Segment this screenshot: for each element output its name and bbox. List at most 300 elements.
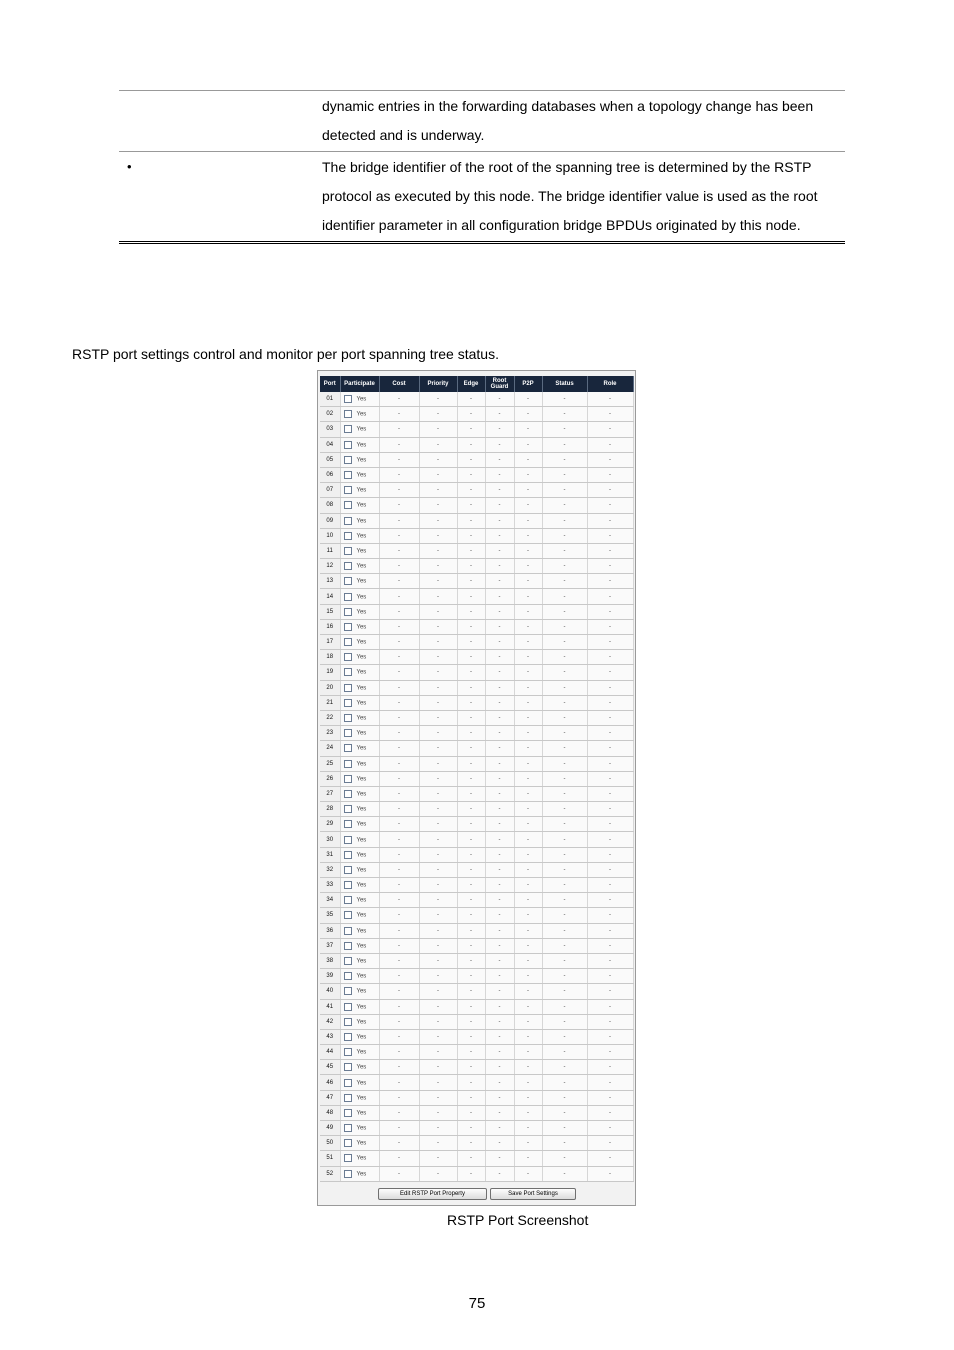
participate-checkbox[interactable]	[344, 577, 352, 585]
role-value: -	[587, 1060, 633, 1075]
root-guard-value: -	[485, 513, 514, 528]
participate-checkbox[interactable]	[344, 410, 352, 418]
port-number: 19	[320, 665, 340, 680]
root-guard-value: -	[485, 543, 514, 558]
bullet-icon: •	[127, 159, 132, 174]
header-cost: Cost	[379, 376, 419, 392]
role-value: -	[587, 437, 633, 452]
table-row	[320, 908, 633, 923]
status-value: -	[542, 483, 587, 498]
port-number: 45	[320, 1060, 340, 1075]
participate-label: Yes	[356, 1110, 367, 1117]
p2p-value: -	[514, 407, 542, 422]
participate-label: Yes	[356, 533, 367, 540]
status-value: -	[542, 452, 587, 467]
status-value: -	[542, 1136, 587, 1151]
participate-cell	[340, 923, 379, 938]
port-number: 03	[320, 422, 340, 437]
participate-checkbox[interactable]	[344, 927, 352, 935]
p2p-value: -	[514, 923, 542, 938]
priority-value: -	[419, 559, 457, 574]
participate-checkbox[interactable]	[344, 760, 352, 768]
cost-value: -	[379, 847, 419, 862]
participate-checkbox[interactable]	[344, 1170, 352, 1178]
p2p-value: -	[514, 574, 542, 589]
priority-value: -	[419, 999, 457, 1014]
participate-checkbox[interactable]	[344, 471, 352, 479]
priority-value: -	[419, 1014, 457, 1029]
participate-checkbox[interactable]	[344, 593, 352, 601]
port-number: 17	[320, 635, 340, 650]
edge-value: -	[457, 559, 485, 574]
priority-value: -	[419, 589, 457, 604]
table-row	[320, 1090, 633, 1105]
edge-value: -	[457, 1060, 485, 1075]
port-number: 07	[320, 483, 340, 498]
participate-label: Yes	[356, 700, 367, 707]
participate-cell	[340, 1121, 379, 1136]
participate-cell	[340, 559, 379, 574]
participate-checkbox[interactable]	[344, 668, 352, 676]
status-value: -	[542, 1090, 587, 1105]
p2p-value: -	[514, 392, 542, 407]
participate-checkbox[interactable]	[344, 957, 352, 965]
root-guard-value: -	[485, 908, 514, 923]
table-row	[320, 786, 633, 801]
description-line: detected and is underway.	[322, 127, 485, 143]
participate-checkbox[interactable]	[344, 623, 352, 631]
status-value: -	[542, 1045, 587, 1060]
participate-cell	[340, 528, 379, 543]
participate-checkbox[interactable]	[344, 775, 352, 783]
table-row	[320, 422, 633, 437]
edge-value: -	[457, 984, 485, 999]
priority-value: -	[419, 543, 457, 558]
status-value: -	[542, 923, 587, 938]
participate-label: Yes	[356, 1140, 367, 1147]
participate-checkbox[interactable]	[344, 820, 352, 828]
port-number: 40	[320, 984, 340, 999]
table-row	[320, 1075, 633, 1090]
participate-checkbox[interactable]	[344, 1048, 352, 1056]
definition-table	[119, 90, 845, 244]
edge-value: -	[457, 1029, 485, 1044]
participate-checkbox[interactable]	[344, 1033, 352, 1041]
port-number: 34	[320, 893, 340, 908]
cost-value: -	[379, 452, 419, 467]
role-value: -	[587, 650, 633, 665]
participate-checkbox[interactable]	[344, 851, 352, 859]
participate-label: Yes	[356, 624, 367, 631]
button-bar	[318, 1188, 635, 1202]
table-row	[320, 559, 633, 574]
participate-label: Yes	[356, 1171, 367, 1178]
participate-label: Yes	[356, 1034, 367, 1041]
participate-label: Yes	[356, 396, 367, 403]
edge-value: -	[457, 726, 485, 741]
root-guard-value: -	[485, 862, 514, 877]
participate-checkbox[interactable]	[344, 1079, 352, 1087]
participate-checkbox[interactable]	[344, 547, 352, 555]
cost-value: -	[379, 528, 419, 543]
edge-value: -	[457, 407, 485, 422]
port-number: 27	[320, 786, 340, 801]
participate-checkbox[interactable]	[344, 714, 352, 722]
status-value: -	[542, 574, 587, 589]
status-value: -	[542, 726, 587, 741]
participate-checkbox[interactable]	[344, 1109, 352, 1117]
priority-value: -	[419, 422, 457, 437]
participate-checkbox[interactable]	[344, 562, 352, 570]
root-guard-value: -	[485, 452, 514, 467]
priority-value: -	[419, 407, 457, 422]
role-value: -	[587, 543, 633, 558]
participate-cell	[340, 635, 379, 650]
participate-checkbox[interactable]	[344, 866, 352, 874]
p2p-value: -	[514, 1090, 542, 1105]
port-number: 49	[320, 1121, 340, 1136]
status-value: -	[542, 878, 587, 893]
role-value: -	[587, 1090, 633, 1105]
role-value: -	[587, 665, 633, 680]
participate-checkbox[interactable]	[344, 836, 352, 844]
p2p-value: -	[514, 1045, 542, 1060]
priority-value: -	[419, 923, 457, 938]
description-line: identifier parameter in all configuration bridge BPDUs originated by this node.	[322, 217, 801, 233]
root-guard-value: -	[485, 650, 514, 665]
priority-value: -	[419, 786, 457, 801]
participate-checkbox[interactable]	[344, 395, 352, 403]
participate-label: Yes	[356, 761, 367, 768]
port-number: 48	[320, 1105, 340, 1120]
role-value: -	[587, 1121, 633, 1136]
edge-value: -	[457, 817, 485, 832]
edge-value: -	[457, 969, 485, 984]
role-value: -	[587, 1166, 633, 1181]
save-port-settings-button[interactable]: Save Port Settings	[490, 1188, 576, 1200]
participate-checkbox[interactable]	[344, 486, 352, 494]
participate-checkbox[interactable]	[344, 441, 352, 449]
p2p-value: -	[514, 467, 542, 482]
participate-cell	[340, 619, 379, 634]
edge-value: -	[457, 938, 485, 953]
participate-checkbox[interactable]	[344, 1124, 352, 1132]
root-guard-value: -	[485, 832, 514, 847]
status-value: -	[542, 999, 587, 1014]
port-number: 29	[320, 817, 340, 832]
cost-value: -	[379, 726, 419, 741]
p2p-value: -	[514, 802, 542, 817]
priority-value: -	[419, 771, 457, 786]
status-value: -	[542, 635, 587, 650]
role-value: -	[587, 574, 633, 589]
participate-label: Yes	[356, 427, 367, 434]
root-guard-value: -	[485, 1014, 514, 1029]
role-value: -	[587, 832, 633, 847]
edge-value: -	[457, 543, 485, 558]
participate-checkbox[interactable]	[344, 1018, 352, 1026]
role-value: -	[587, 1029, 633, 1044]
port-number: 39	[320, 969, 340, 984]
port-number: 32	[320, 862, 340, 877]
cost-value: -	[379, 392, 419, 407]
edge-value: -	[457, 695, 485, 710]
cost-value: -	[379, 498, 419, 513]
priority-value: -	[419, 953, 457, 968]
participate-checkbox[interactable]	[344, 532, 352, 540]
root-guard-value: -	[485, 437, 514, 452]
participate-label: Yes	[356, 745, 367, 752]
participate-cell	[340, 969, 379, 984]
root-guard-value: -	[485, 1166, 514, 1181]
edge-value: -	[457, 1121, 485, 1136]
root-guard-value: -	[485, 1060, 514, 1075]
p2p-value: -	[514, 862, 542, 877]
participate-checkbox[interactable]	[344, 638, 352, 646]
root-guard-value: -	[485, 1105, 514, 1120]
cost-value: -	[379, 1166, 419, 1181]
p2p-value: -	[514, 741, 542, 756]
port-number: 20	[320, 680, 340, 695]
table-body	[320, 392, 633, 1181]
participate-label: Yes	[356, 609, 367, 616]
p2p-value: -	[514, 1121, 542, 1136]
priority-value: -	[419, 467, 457, 482]
role-value: -	[587, 695, 633, 710]
edge-value: -	[457, 741, 485, 756]
participate-checkbox[interactable]	[344, 1063, 352, 1071]
status-value: -	[542, 1166, 587, 1181]
participate-checkbox[interactable]	[344, 805, 352, 813]
port-number: 21	[320, 695, 340, 710]
definition-description	[322, 91, 845, 151]
page-number: 75	[468, 1295, 486, 1312]
participate-checkbox[interactable]	[344, 608, 352, 616]
participate-cell	[340, 392, 379, 407]
edge-value: -	[457, 710, 485, 725]
table-row	[320, 726, 633, 741]
edge-value: -	[457, 589, 485, 604]
participate-checkbox[interactable]	[344, 790, 352, 798]
cost-value: -	[379, 559, 419, 574]
port-number: 38	[320, 953, 340, 968]
role-value: -	[587, 771, 633, 786]
role-value: -	[587, 604, 633, 619]
p2p-value: -	[514, 832, 542, 847]
participate-checkbox[interactable]	[344, 425, 352, 433]
priority-value: -	[419, 1090, 457, 1105]
priority-value: -	[419, 392, 457, 407]
cost-value: -	[379, 619, 419, 634]
status-value: -	[542, 1060, 587, 1075]
participate-checkbox[interactable]	[344, 744, 352, 752]
p2p-value: -	[514, 680, 542, 695]
table-row	[320, 832, 633, 847]
role-value: -	[587, 407, 633, 422]
role-value: -	[587, 862, 633, 877]
role-value: -	[587, 726, 633, 741]
edge-value: -	[457, 1136, 485, 1151]
participate-checkbox[interactable]	[344, 881, 352, 889]
cost-value: -	[379, 407, 419, 422]
participate-checkbox[interactable]	[344, 699, 352, 707]
root-guard-value: -	[485, 604, 514, 619]
status-value: -	[542, 513, 587, 528]
port-number: 22	[320, 710, 340, 725]
role-value: -	[587, 710, 633, 725]
root-guard-value: -	[485, 1090, 514, 1105]
p2p-value: -	[514, 984, 542, 999]
participate-checkbox[interactable]	[344, 684, 352, 692]
p2p-value: -	[514, 969, 542, 984]
edge-value: -	[457, 756, 485, 771]
p2p-value: -	[514, 543, 542, 558]
participate-label: Yes	[356, 1095, 367, 1102]
participate-label: Yes	[356, 578, 367, 585]
edge-value: -	[457, 878, 485, 893]
header-priority: Priority	[419, 376, 457, 392]
edge-value: -	[457, 832, 485, 847]
table-row	[320, 817, 633, 832]
p2p-value: -	[514, 650, 542, 665]
participate-label: Yes	[356, 1019, 367, 1026]
participate-cell	[340, 543, 379, 558]
table-row	[320, 619, 633, 634]
participate-cell	[340, 984, 379, 999]
priority-value: -	[419, 437, 457, 452]
role-value: -	[587, 483, 633, 498]
p2p-value: -	[514, 710, 542, 725]
role-value: -	[587, 498, 633, 513]
port-number: 01	[320, 392, 340, 407]
table-row	[320, 893, 633, 908]
edge-value: -	[457, 999, 485, 1014]
participate-label: Yes	[356, 943, 367, 950]
role-value: -	[587, 680, 633, 695]
edge-value: -	[457, 422, 485, 437]
edge-value: -	[457, 528, 485, 543]
participate-checkbox[interactable]	[344, 501, 352, 509]
p2p-value: -	[514, 999, 542, 1014]
participate-cell	[340, 1090, 379, 1105]
edge-value: -	[457, 437, 485, 452]
cost-value: -	[379, 680, 419, 695]
edge-value: -	[457, 953, 485, 968]
table-row	[320, 452, 633, 467]
participate-cell	[340, 407, 379, 422]
role-value: -	[587, 938, 633, 953]
status-value: -	[542, 938, 587, 953]
participate-cell	[340, 999, 379, 1014]
priority-value: -	[419, 498, 457, 513]
port-number: 10	[320, 528, 340, 543]
status-value: -	[542, 467, 587, 482]
rstp-port-table	[320, 376, 634, 1182]
root-guard-value: -	[485, 1075, 514, 1090]
table-row	[320, 969, 633, 984]
participate-label: Yes	[356, 1049, 367, 1056]
participate-label: Yes	[356, 958, 367, 965]
root-guard-value: -	[485, 878, 514, 893]
edit-rstp-port-property-button[interactable]: Edit RSTP Port Property	[378, 1188, 487, 1200]
table-row	[320, 513, 633, 528]
priority-value: -	[419, 984, 457, 999]
status-value: -	[542, 771, 587, 786]
participate-label: Yes	[356, 988, 367, 995]
edge-value: -	[457, 392, 485, 407]
status-value: -	[542, 893, 587, 908]
participate-checkbox[interactable]	[344, 1003, 352, 1011]
status-value: -	[542, 1029, 587, 1044]
priority-value: -	[419, 938, 457, 953]
participate-checkbox[interactable]	[344, 942, 352, 950]
participate-checkbox[interactable]	[344, 517, 352, 525]
participate-checkbox[interactable]	[344, 911, 352, 919]
role-value: -	[587, 513, 633, 528]
participate-label: Yes	[356, 654, 367, 661]
role-value: -	[587, 422, 633, 437]
participate-checkbox[interactable]	[344, 456, 352, 464]
port-number: 47	[320, 1090, 340, 1105]
participate-checkbox[interactable]	[344, 1154, 352, 1162]
port-number: 50	[320, 1136, 340, 1151]
edge-value: -	[457, 574, 485, 589]
table-row	[320, 589, 633, 604]
table-row	[320, 984, 633, 999]
cost-value: -	[379, 878, 419, 893]
cost-value: -	[379, 771, 419, 786]
participate-cell	[340, 437, 379, 452]
cost-value: -	[379, 543, 419, 558]
definition-description	[322, 152, 845, 241]
cost-value: -	[379, 695, 419, 710]
participate-label: Yes	[356, 1156, 367, 1163]
participate-checkbox[interactable]	[344, 1094, 352, 1102]
port-number: 24	[320, 741, 340, 756]
priority-value: -	[419, 1105, 457, 1120]
header-edge: Edge	[457, 376, 485, 392]
table-row	[320, 1045, 633, 1060]
cost-value: -	[379, 1151, 419, 1166]
table-row	[320, 938, 633, 953]
participate-checkbox[interactable]	[344, 1139, 352, 1147]
status-value: -	[542, 862, 587, 877]
status-value: -	[542, 847, 587, 862]
p2p-value: -	[514, 483, 542, 498]
participate-checkbox[interactable]	[344, 972, 352, 980]
port-number: 28	[320, 802, 340, 817]
p2p-value: -	[514, 1151, 542, 1166]
intro-text: RSTP port settings control and monitor per port spanning tree status.	[72, 346, 499, 362]
priority-value: -	[419, 802, 457, 817]
participate-checkbox[interactable]	[344, 653, 352, 661]
port-number: 51	[320, 1151, 340, 1166]
participate-checkbox[interactable]	[344, 729, 352, 737]
participate-cell	[340, 1029, 379, 1044]
p2p-value: -	[514, 635, 542, 650]
edge-value: -	[457, 665, 485, 680]
edge-value: -	[457, 771, 485, 786]
participate-checkbox[interactable]	[344, 987, 352, 995]
priority-value: -	[419, 513, 457, 528]
priority-value: -	[419, 665, 457, 680]
participate-label: Yes	[356, 457, 367, 464]
priority-value: -	[419, 650, 457, 665]
participate-checkbox[interactable]	[344, 896, 352, 904]
table-row	[320, 437, 633, 452]
participate-label: Yes	[356, 472, 367, 479]
edge-value: -	[457, 680, 485, 695]
